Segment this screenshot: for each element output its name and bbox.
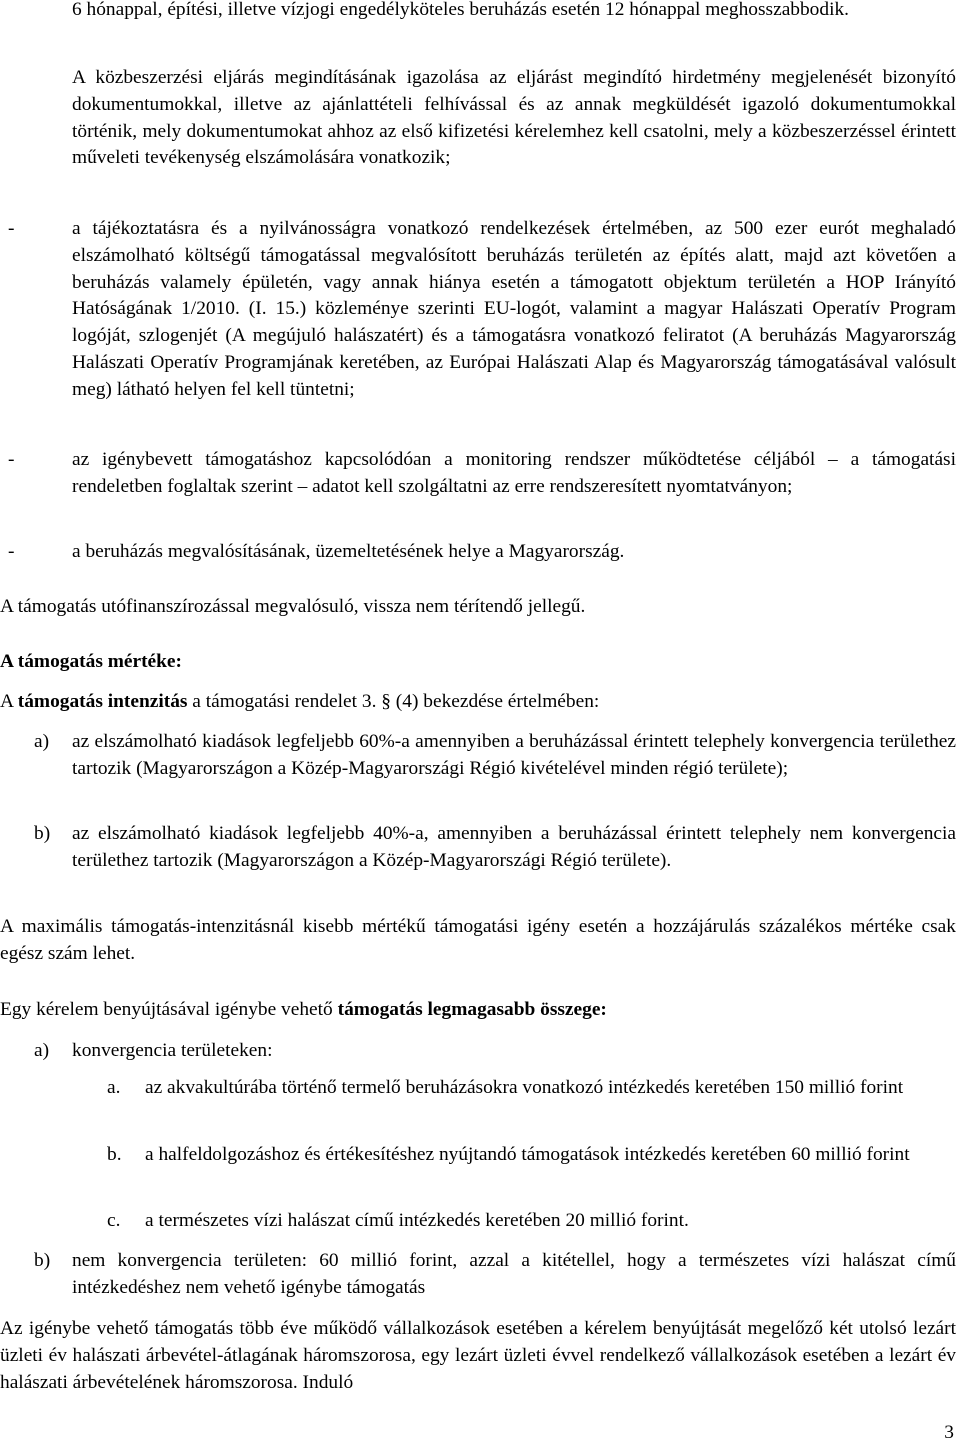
list-marker: a) [34, 1040, 50, 1061]
sub-list-item [0, 1208, 956, 1235]
paragraph-last [0, 1316, 956, 1396]
list-marker: - [8, 218, 15, 239]
paragraph-text: Az igénybe vehető támogatás több éve működő vállalkozások esetében a kérelem benyújtását megelőző két utolsó lezárt üzleti év halászati árbevétel-átlagának háromszorosa, egy lezárt üzleti évvel rendelkező vállalkozások esetében a lezárt év halászati árbevételének háromszorosa. Induló [0, 1318, 956, 1393]
page-number: 3 [944, 1422, 954, 1443]
paragraph-intensity [0, 689, 956, 716]
highest-pre: Egy kérelem benyújtásával igénybe vehető [0, 999, 338, 1020]
paragraph-text: A közbeszerzési eljárás megindításának igazolása az eljárást megindító hirdetmény megjelenését bizonyító dokumentumokkal, illetve az ajánlattételi felhívással és az annak megküldését igazoló dokumentumokkal történik, mely dokumentumokat ahhoz az első kifizetési kérelemhez kell csatolni, mely a közbeszerzéssel érintett műveleti tevékenység elszámolására vonatkozik; [72, 67, 956, 169]
list-item [0, 1248, 956, 1302]
heading-text: A támogatás mértéke: [0, 651, 182, 672]
list-marker: b) [34, 1250, 51, 1271]
list-item [0, 821, 956, 875]
list-marker: - [8, 541, 15, 562]
sub-list-item [0, 1142, 956, 1169]
list-item [0, 1038, 956, 1065]
list-item-text: a beruházás megvalósításának, üzemeltetésének helye a Magyarország. [72, 541, 625, 562]
paragraph-continuation [0, 0, 956, 24]
paragraph-max-intensity [0, 914, 956, 968]
paragraph-text: A támogatás utófinanszírozással megvalósuló, vissza nem térítendő jellegű. [0, 596, 586, 617]
list-marker: b) [34, 823, 51, 844]
list-item-text: konvergencia területeken: [72, 1040, 273, 1061]
list-item-text: a természetes vízi halászat című intézkedés keretében 20 millió forint. [145, 1210, 689, 1231]
list-item-text: a halfeldolgozáshoz és értékesítéshez nyújtandó támogatások intézkedés keretében 60 millió forint [145, 1144, 910, 1165]
list-item [0, 447, 956, 501]
intensity-post: a támogatási rendelet 3. § (4) bekezdése értelmében: [187, 691, 600, 712]
list-marker: a. [107, 1077, 121, 1098]
list-item-text: nem konvergencia területen: 60 millió forint, azzal a kitétellel, hogy a természetes vízi halászat című intézkedéshez nem vehető igénybe támogatás [72, 1250, 956, 1298]
list-item [0, 729, 956, 783]
list-item-text: az elszámolható kiadások legfeljebb 60%-a amennyiben a beruházással érintett telephely konvergencia területhez tartozik (Magyarországon a Közép-Magyarországi Régió kivételével minden régió területe); [72, 731, 956, 779]
intensity-pre: A [0, 691, 18, 712]
paragraph-highest-amount [0, 997, 956, 1024]
paragraph-text: A maximális támogatás-intenzitásnál kisebb mértékű támogatási igény esetén a hozzájárulás százalékos mértéke csak egész szám lehet. [0, 916, 956, 964]
list-marker: b. [107, 1144, 122, 1165]
list-marker: a) [34, 731, 50, 752]
paragraph-postfinancing [0, 594, 956, 621]
sub-list-item [0, 1075, 956, 1102]
highest-bold: támogatás legmagasabb összege: [337, 999, 607, 1020]
list-item [0, 539, 956, 566]
list-item-text: az igénybevett támogatáshoz kapcsolódóan a monitoring rendszer működtetése céljából – a támogatási rendeletben foglaltak szerint – adatot kell szolgáltatni az erre rendszeresített nyomtatványon; [72, 449, 956, 497]
list-item [0, 216, 956, 404]
paragraph-procurement [72, 65, 956, 172]
list-marker: - [8, 449, 15, 470]
intensity-bold: támogatás intenzitás [17, 691, 188, 712]
list-item-text: az elszámolható kiadások legfeljebb 40%-a, amennyiben a beruházással érintett telephely nem konvergencia területhez tartozik (Magyarországon a Közép-Magyarországi Régió területe). [72, 823, 956, 871]
list-item-text: az akvakultúrába történő termelő beruházásokra vonatkozó intézkedés keretében 150 millió forint [145, 1077, 904, 1098]
section-heading [0, 649, 956, 676]
paragraph-text: 6 hónappal, építési, illetve vízjogi engedélyköteles beruházás esetén 12 hónappal meghosszabbodik. [72, 0, 850, 20]
list-marker: c. [107, 1210, 121, 1231]
list-item-text: a tájékoztatásra és a nyilvánosságra vonatkozó rendelkezések értelmében, az 500 ezer eurót meghaladó elszámolható költségű támogatással megvalósított beruházás területén az építés alatt, majd azt követően a beruházás valamely épületén, vagy annak hiánya esetén a támogatott objektum területén a HOP Irányító Hatóságának 1/2010. (I. 15.) közleménye szerinti EU-logót, valamint a magyar Halászati Operatív Program logóját, szlogenjét (A megújuló halászatért) és a támogatásra vonatkozó feliratot (A beruházás Magyarország Halászati Operatív Programjának keretében, az Európai Halászati Alap és Magyarország támogatásával valósult meg) látható helyen fel kell tüntetni; [72, 218, 956, 400]
